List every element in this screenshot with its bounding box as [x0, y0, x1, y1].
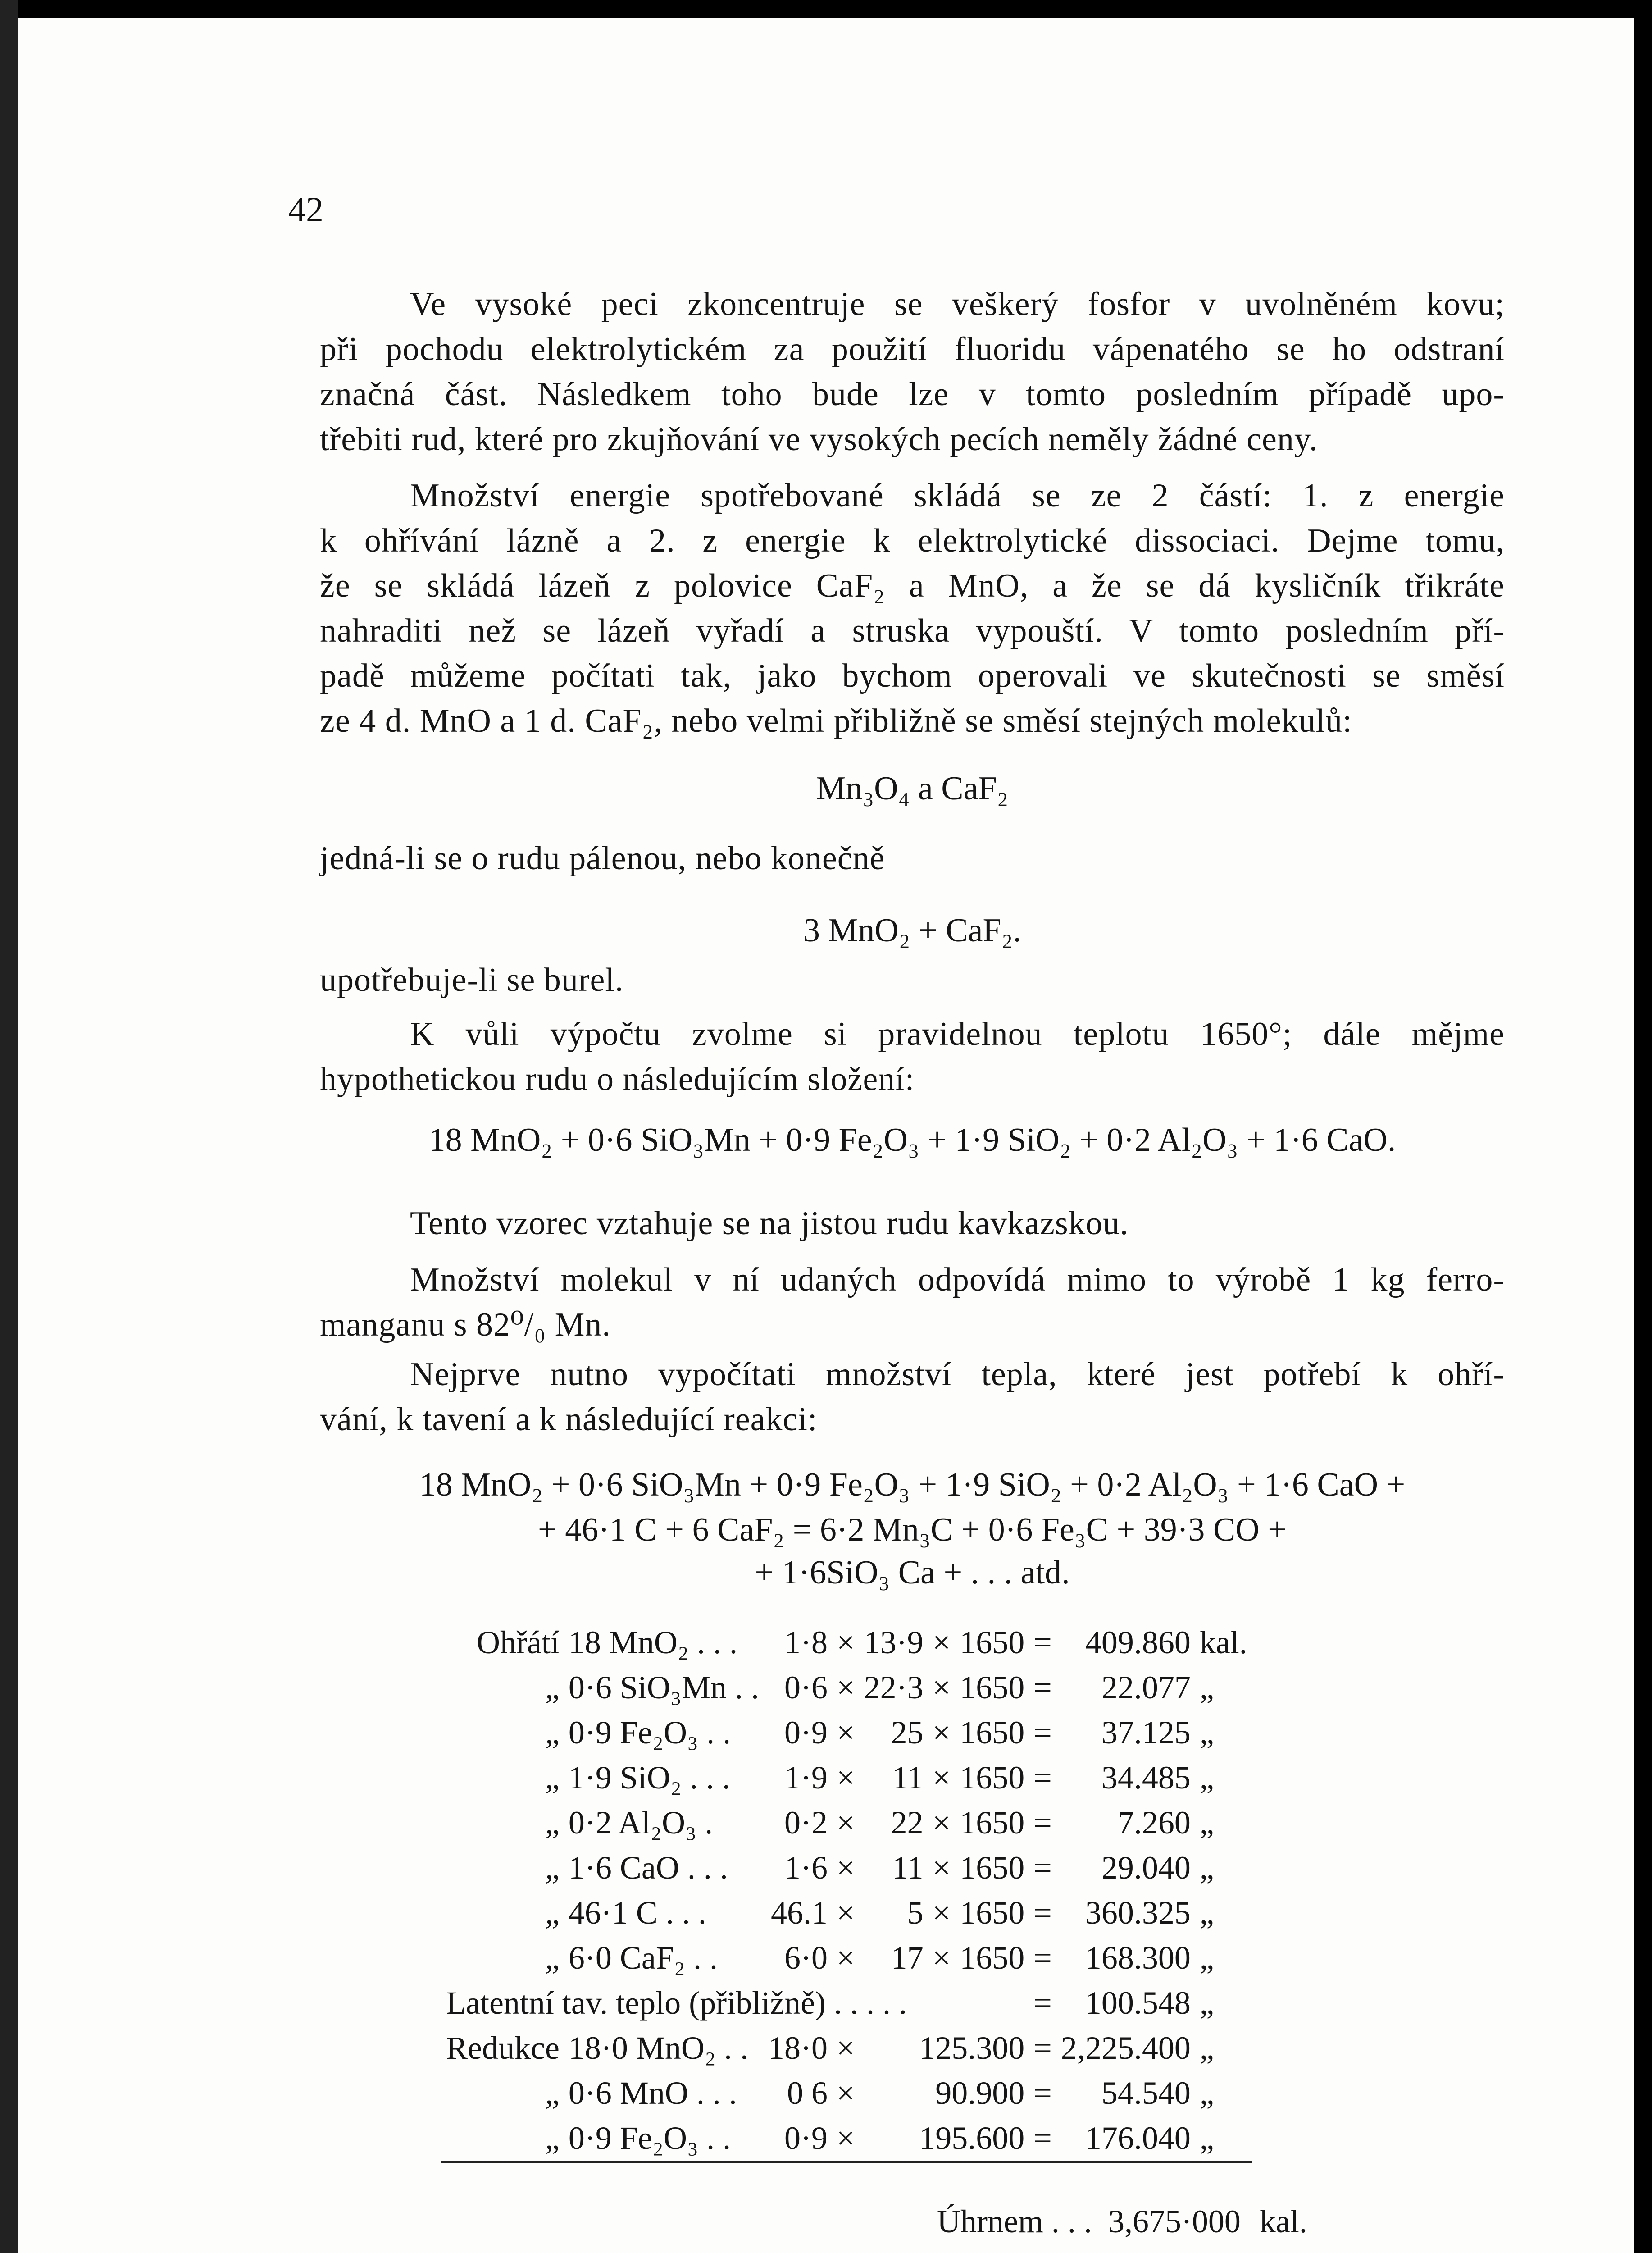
times-sign: ×: [837, 1669, 855, 1706]
times-sign: ×: [837, 2075, 855, 2111]
equals-sign: =: [1033, 1895, 1052, 1931]
row-unit: kal.: [1199, 1624, 1247, 1660]
row-temperature: 1650: [960, 1715, 1025, 1751]
heat-calculation-table: [441, 1620, 1252, 2163]
equals-sign: =: [1033, 1715, 1052, 1751]
row-factor-b: 22·3: [864, 1669, 924, 1706]
row-temperature: 1650: [960, 1805, 1025, 1841]
paragraph-5: [320, 1257, 1505, 1347]
row-label: Redukce: [446, 2030, 560, 2066]
times-sign: ×: [932, 1715, 951, 1751]
row-factor-a: 18·0: [768, 2030, 828, 2066]
times-sign: ×: [837, 1715, 855, 1751]
table-row: [441, 1755, 1252, 1800]
row-label: „: [545, 1805, 560, 1841]
times-sign: ×: [932, 1760, 951, 1796]
latent-heat-label: Latentní tav. teplo (přibližně) . . . . .: [446, 1985, 907, 2021]
row-substance: 0·6 MnO . . .: [568, 2075, 737, 2111]
text-line: upotřebuje-li se burel.: [320, 962, 624, 999]
row-unit: „: [1199, 1669, 1214, 1706]
equals-sign: =: [1033, 1805, 1052, 1841]
row-unit: „: [1199, 1715, 1214, 1751]
times-sign: ×: [837, 1624, 855, 1660]
paragraph-1: [320, 282, 1505, 462]
row-substance: 18 MnO₂ . . .: [568, 1624, 738, 1660]
text-line: K vůli výpočtu zvolme si pravidelnou teplotu 1650°; dále mějme: [410, 1016, 1505, 1053]
table-row: [441, 1845, 1252, 1890]
row-unit: „: [1199, 1760, 1214, 1796]
row-factor-a: 46.1: [771, 1895, 828, 1931]
row-temperature: 1650: [960, 1760, 1025, 1796]
text-line: Množství molekul v ní udaných odpovídá mimo to výrobě 1 kg ferro-: [410, 1261, 1505, 1298]
text-line: značná část. Následkem toho bude lze v tomto posledním případě upo-: [320, 376, 1505, 413]
row-factor-b: 5: [907, 1895, 924, 1931]
row-label: „: [441, 2116, 564, 2162]
row-temperature: 1650: [960, 1850, 1025, 1886]
table-row: [441, 1665, 1252, 1710]
table-row: [441, 2025, 1252, 2071]
reaction-line-1: 18 MnO₂ + 0·6 SiO₃Mn + 0·9 Fe₂O₃ + 1·9 SiO₂ + 0·2 Al₂O₃ + 1·6 CaO +: [419, 1466, 1406, 1503]
text-line: Nejprve nutno vypočítati množství tepla, které jest potřebí k ohří-: [410, 1356, 1505, 1393]
row-substance: 18·0 MnO₂ . .: [568, 2030, 748, 2066]
row-temperature: 1650: [960, 1940, 1025, 1976]
total-value: 3,675·000: [1108, 2203, 1241, 2239]
row-value: 34.485: [1101, 1760, 1191, 1796]
row-value: 29.040: [1101, 1850, 1191, 1886]
equals-sign: =: [1033, 1850, 1052, 1886]
row-factor-b: 25: [891, 1715, 924, 1751]
paragraph-2: [320, 473, 1505, 743]
total-unit: kal.: [1259, 2203, 1307, 2239]
row-label: „: [545, 1669, 560, 1706]
times-sign: ×: [932, 1624, 951, 1660]
total-label: Úhrnem . . .: [937, 2203, 1092, 2239]
equals-sign: =: [1033, 2075, 1052, 2111]
text-line: Množství energie spotřebované skládá se ze 2 částí: 1. z energie: [410, 477, 1505, 514]
total-row: [937, 2199, 1307, 2244]
times-sign: ×: [932, 1850, 951, 1886]
row-label: „: [545, 1760, 560, 1796]
row-factor-b: 125.300: [919, 2030, 1025, 2066]
times-sign: ×: [837, 1895, 855, 1931]
row-label: „: [545, 1715, 560, 1751]
row-unit: „: [1199, 1985, 1214, 2021]
text-line: že se skládá lázeň z polovice CaF₂ a MnO, a že se dá kysličník třikráte: [320, 567, 1505, 604]
row-substance: 46·1 C . . .: [568, 1895, 706, 1931]
equals-sign: =: [1033, 1760, 1052, 1796]
row-temperature: 1650: [960, 1624, 1025, 1660]
row-substance: 0·9 Fe₂O₃ . .: [564, 2116, 764, 2162]
row-factor-b: 11: [892, 1850, 924, 1886]
row-temperature: 1650: [960, 1669, 1025, 1706]
equals-sign: =: [1033, 1940, 1052, 1976]
text-line: třebiti rud, které pro zkujňování ve vysokých pecích neměly žádné ceny.: [320, 421, 1318, 458]
row-value: 100.548: [1085, 1985, 1191, 2021]
row-factor-b: 195.600: [860, 2116, 1029, 2162]
row-factor-a: 1·9: [784, 1760, 828, 1796]
text-line: manganu s 82⁰/₀ Mn.: [320, 1306, 611, 1343]
text-line: Ve vysoké peci zkoncentruje se veškerý fosfor v uvolněném kovu;: [410, 286, 1505, 323]
row-value: 22.077: [1101, 1669, 1191, 1706]
table-row: [441, 1620, 1252, 1665]
row-unit: „: [1199, 1895, 1214, 1931]
equals-sign: =: [1033, 1624, 1052, 1660]
text-line: ze 4 d. MnO a 1 d. CaF₂, nebo velmi přibližně se směsí stejných molekulů:: [320, 702, 1352, 739]
row-factor-b: 11: [892, 1760, 924, 1796]
row-factor-a: 6·0: [784, 1940, 828, 1976]
row-unit: „: [1199, 1850, 1214, 1886]
times-sign: ×: [932, 1805, 951, 1841]
equals-sign: =: [1033, 1669, 1052, 1706]
reaction-line-2: + 46·1 C + 6 CaF₂ = 6·2 Mn₃C + 0·6 Fe₃C + 39·3 CO +: [538, 1511, 1287, 1548]
formula-1: Mn₃O₄ a CaF₂: [816, 770, 1009, 807]
scan-border: [0, 0, 18, 2253]
row-factor-a: 1·6: [784, 1850, 828, 1886]
row-factor-a: 0·9: [784, 1715, 828, 1751]
times-sign: ×: [932, 1895, 951, 1931]
paragraph-6: [320, 1352, 1505, 1442]
row-unit: „: [1199, 1805, 1214, 1841]
row-label: „: [545, 2075, 560, 2111]
row-factor-a: 0·2: [784, 1805, 828, 1841]
equals-sign: =: [1033, 2030, 1052, 2066]
row-substance: 0·2 Al₂O₃ .: [568, 1805, 713, 1841]
row-factor-b: 17: [891, 1940, 924, 1976]
row-factor-a: 0 6: [787, 2075, 828, 2111]
text-line: jedná-li se o rudu pálenou, nebo konečně: [320, 840, 885, 877]
row-unit: „: [1199, 2075, 1214, 2111]
reaction-line-3: + 1·6SiO₃ Ca + . . . atd.: [755, 1554, 1070, 1591]
row-temperature: 1650: [960, 1895, 1025, 1931]
page-number: 42: [288, 190, 323, 229]
row-substance: 1·6 CaO . . .: [568, 1850, 728, 1886]
times-sign: ×: [837, 2030, 855, 2066]
paragraph-3: [320, 1012, 1505, 1102]
text-line: k ohřívání lázně a 2. z energie k elektrolytické dissociaci. Dejme tomu,: [320, 522, 1505, 559]
row-factor-a: 1·8: [784, 1624, 828, 1660]
formula-2: 3 MnO₂ + CaF₂.: [803, 912, 1021, 949]
text-line: padě můžeme počítati tak, jako bychom operovali ve skutečnosti se směsí: [320, 657, 1505, 694]
table-row: [441, 1890, 1252, 1935]
row-unit: „: [1199, 1940, 1214, 1976]
times-sign: ×: [837, 1850, 855, 1886]
text-line: vání, k tavení a k následující reakci:: [320, 1401, 818, 1438]
row-factor-a: 0·6: [784, 1669, 828, 1706]
composition-formula: 18 MnO₂ + 0·6 SiO₃Mn + 0·9 Fe₂O₃ + 1·9 SiO₂ + 0·2 Al₂O₃ + 1·6 CaO.: [428, 1122, 1396, 1158]
row-unit: „: [1195, 2116, 1252, 2162]
scanned-page: [18, 18, 1634, 2253]
row-substance: 1·9 SiO₂ . . .: [568, 1760, 731, 1796]
row-factor-b: 22: [891, 1805, 924, 1841]
times-sign: ×: [837, 1760, 855, 1796]
times-sign: ×: [837, 1805, 855, 1841]
table-row: [441, 1935, 1252, 1980]
table-row: [441, 1710, 1252, 1755]
text-line: hypothetickou rudu o následujícím složení:: [320, 1061, 915, 1098]
row-factor-b: 90.900: [935, 2075, 1025, 2111]
row-label: „: [545, 1940, 560, 1976]
text-line: při pochodu elektrolytickém za použití fluoridu vápenatého se ho odstraní: [320, 331, 1505, 368]
row-factor-a: 0·9: [764, 2116, 832, 2162]
times-sign: ×: [932, 1940, 951, 1976]
row-value: 168.300: [1085, 1940, 1191, 1976]
times-sign: ×: [837, 1940, 855, 1976]
row-unit: „: [1199, 2030, 1214, 2066]
row-value: 176.040: [1056, 2116, 1195, 2162]
table-row: [441, 2116, 1252, 2162]
row-factor-b: 13·9: [864, 1624, 924, 1660]
table-row: [441, 2071, 1252, 2116]
row-value: 54.540: [1101, 2075, 1191, 2111]
row-label: Ohřátí: [476, 1624, 560, 1660]
times-sign: ×: [832, 2116, 860, 2162]
text-line: nahraditi než se lázeň vyřadí a struska vypouští. V tomto posledním pří-: [320, 612, 1505, 649]
row-value: 409.860: [1085, 1624, 1191, 1660]
row-value: 7.260: [1117, 1805, 1191, 1841]
times-sign: ×: [932, 1669, 951, 1706]
table-row: [441, 1800, 1252, 1845]
row-value: 360.325: [1085, 1895, 1191, 1931]
row-value: 37.125: [1101, 1715, 1191, 1751]
row-value: 2,225.400: [1060, 2030, 1191, 2066]
row-substance: 6·0 CaF₂ . .: [568, 1940, 718, 1976]
equals-sign: =: [1029, 2116, 1056, 2162]
row-label: „: [545, 1850, 560, 1886]
table-row: [441, 1980, 1252, 2025]
row-substance: 0·6 SiO₃Mn . .: [568, 1669, 760, 1706]
equals-sign: =: [1033, 1985, 1052, 2021]
row-substance: 0·9 Fe₂O₃ . .: [568, 1715, 731, 1751]
text-line: Tento vzorec vztahuje se na jistou rudu kavkazskou.: [410, 1205, 1129, 1242]
row-label: „: [545, 1895, 560, 1931]
